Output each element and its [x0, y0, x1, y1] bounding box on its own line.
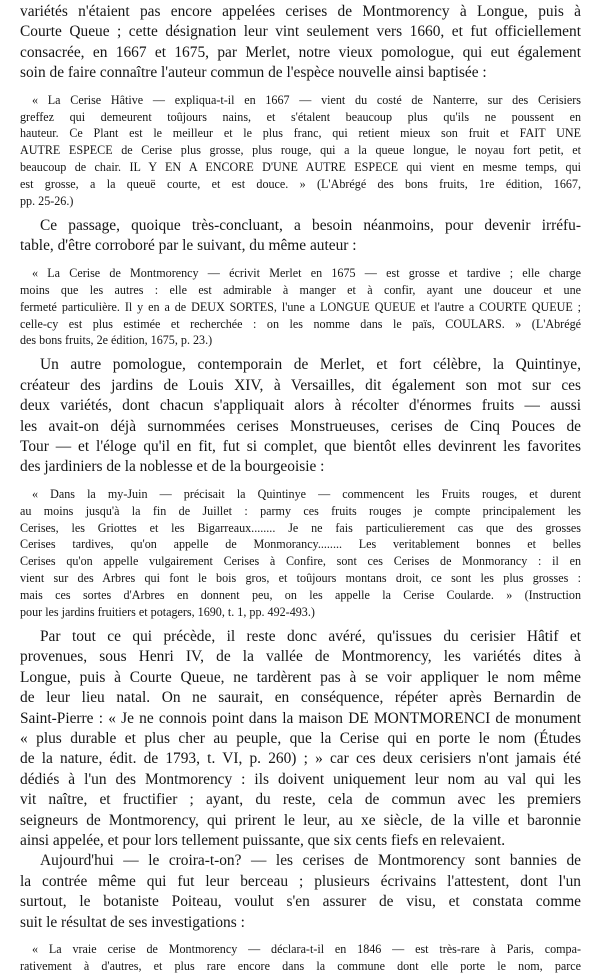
text-line: « La Cerise Hâtive — expliqua-t-il en 1667 — vient du costé de Nanterre, sur des Cerisiers — [32, 92, 581, 107]
text-line: Longue, puis à Courte Queue, ne tardèrent pas à se voir appliquer le nom même — [20, 668, 581, 686]
block-quote — [20, 92, 581, 210]
text-line: « plus durable et plus cher au peuple, que la Cerise qui en porte le nom (Études — [20, 730, 581, 748]
text-line: greffez qui demeurent toûjours nains, et s'étalent beaucoup plus qu'ils ne poussent en — [20, 109, 581, 124]
block-quote — [20, 486, 581, 621]
text-line: Cerises qu'on appelle vulgairement Cerises à Confire, sont ces Cerises de Monmorancy : il en — [20, 554, 581, 569]
text-line: beaucoup de chair. IL Y EN A ENCORE D'UNE AUTRE ESPECE qui vient en mesme temps, qui — [20, 160, 581, 175]
body-paragraph — [20, 355, 581, 477]
text-line: Ce passage, quoique très-concluant, a besoin néanmoins, pour devenir irréfu- — [40, 216, 581, 234]
text-line: Cerises, les Griottes et les Bigarreaux........ Je ne fais particulierement cas que des grosses — [20, 520, 581, 535]
text-line: « La vraie cerise de Montmorency — déclara-t-il en 1846 — est très-rare à Paris, compa- — [32, 942, 581, 957]
text-line: rativement à d'autres, et plus rare encore dans la commune dont elle porte le nom, parce — [20, 959, 581, 973]
body-paragraph — [20, 2, 581, 84]
text-line: de leur lieu natal. On ne saurait, en conséquence, répéter après Bernardin de — [20, 689, 581, 707]
text-line: est grosse, a la queuë courte, et est douce. » (L'Abrégé des bons fruits, 1re édition, 1667, — [20, 177, 581, 192]
text-line: AUTRE ESPECE de Cerise plus grosse, plus rouge, qui a la queue longue, le noyau fort petit, et — [20, 143, 581, 158]
text-line: provenues, sous Henri IV, de la vallée de Montmorency, les variétés dites à — [20, 648, 581, 666]
text-line: vient sur des Arbres qui font le bois gros, et toûjours montans droit, ce sont les plus grosses : — [20, 571, 581, 586]
text-line: celle-cy est plus estimée et recherchée : on les nomme dans le païs, COULARS. » (L'Abrégé — [20, 316, 581, 331]
body-paragraph — [20, 851, 581, 933]
body-paragraph — [20, 627, 581, 851]
text-line: les avait-on déjà surnommées cerises Monstrueuses, cerises de Cinq Pouces de — [20, 417, 581, 435]
text-line: « Dans la my-Juin — précisait la Quintinye — commencent les Fruits rouges, et durent — [32, 486, 581, 501]
text-line: mais ces sortes d'Arbres en donnent peu, on les appelle la Cerise Coularde. » (Instruction — [20, 588, 581, 603]
text-line: hauteur. Ce Plant est le meilleur et le plus franc, qui retient mieux son fruit et FAIT UNE — [20, 126, 581, 141]
text-line: deux variétés, dont chacun s'appliquait alors à récolter d'énormes fruits — aussi — [20, 397, 581, 415]
text-line: Cerises tardives, qu'on appelle de Monmorancy........ Les veritablement bonnes et belles — [20, 537, 581, 552]
text-line: fermeté particulière. Il y en a de DEUX SORTES, l'une a LONGUE QUEUE et l'autre a COURTE QUEUE ; — [20, 299, 581, 314]
text-line: au moins jusqu'à la fin de Juillet : parmy ces fruits rouges je compte principalement les — [20, 503, 581, 518]
text-line: table, d'être corroboré par le suivant, du même auteur : — [20, 237, 357, 255]
text-line: des jardiniers de la noblesse et de la bourgeoisie : — [20, 458, 325, 476]
text-line: surtout, le botaniste Poiteau, voulut s'en assurer de visu, et constata comme — [20, 893, 581, 911]
text-line: Saint-Pierre : « Je ne connois point dans la maison DE MONTMORENCI de monument — [20, 709, 581, 727]
text-line: consacrée, en 1667 et 1675, par Merlet, notre vieux pomologue, qui eut également — [20, 43, 581, 61]
text-line: ainsi appelée, et pour lors tellement puissante, que six cents fiefs en relevaient. — [20, 832, 506, 850]
text-line: Courte Queue ; cette désignation leur vint seulement vers 1660, et fut officiellement — [20, 23, 581, 41]
text-line: suit le résultat de ses investigations : — [20, 913, 245, 931]
text-line: Tour — et l'éloge qu'il en fit, fut si complet, que bientôt elles devinrent les favorites — [20, 437, 581, 455]
text-line: seigneurs de Montmorency, qui prirent le leur, au xe siècle, de la ville et baronnie — [20, 811, 581, 829]
text-line: pp. 25-26.) — [20, 194, 74, 209]
text-line: dédiés à l'un des Montmorency : ils doivent uniquement leur nom au val qui les — [20, 770, 581, 788]
document-page — [20, 2, 581, 977]
text-line: pour les jardins fruitiers et potagers, 1690, t. 1, pp. 492-493.) — [20, 605, 315, 620]
block-quote — [20, 265, 581, 350]
text-line: des bons fruits, 2e édition, 1675, p. 23.) — [20, 333, 213, 348]
text-line: variétés n'étaient pas encore appelées cerises de Montmorency à Longue, puis à — [20, 3, 581, 20]
text-line: moins que les autres : elle est admirable à manger et à confir, ayant une douceur et une — [20, 282, 581, 297]
text-line: de la nature, édit. de 1793, t. VI, p. 260) ; » car ces deux cerisiers n'ont jamais été — [20, 750, 581, 768]
text-line: « La Cerise de Montmorency — écrivit Merlet en 1675 — est grosse et tardive ; elle charge — [32, 265, 581, 280]
text-line: Un autre pomologue, contemporain de Merlet, et fort célèbre, la Quintinye, — [40, 356, 581, 374]
body-paragraph — [20, 216, 581, 257]
text-line: soin de faire connaître l'auteur commun de l'espèce nouvelle ainsi baptisée : — [20, 64, 487, 82]
text-line: créateur des jardins de Louis XIV, à Versailles, dit également son mot sur ces — [20, 376, 581, 394]
text-line: Par tout ce qui précède, il reste donc avéré, qu'issues du cerisier Hâtif et — [40, 628, 581, 645]
text-line: vit naître, et fructifier ; ayant, du reste, cela de commun avec les premiers — [20, 791, 581, 809]
text-line: Aujourd'hui — le croira-t-on? — les cerises de Montmorency sont bannies de — [40, 852, 581, 870]
text-line: la contrée même qui fut leur berceau ; plusieurs écrivains l'attestent, dont l'un — [20, 872, 581, 890]
